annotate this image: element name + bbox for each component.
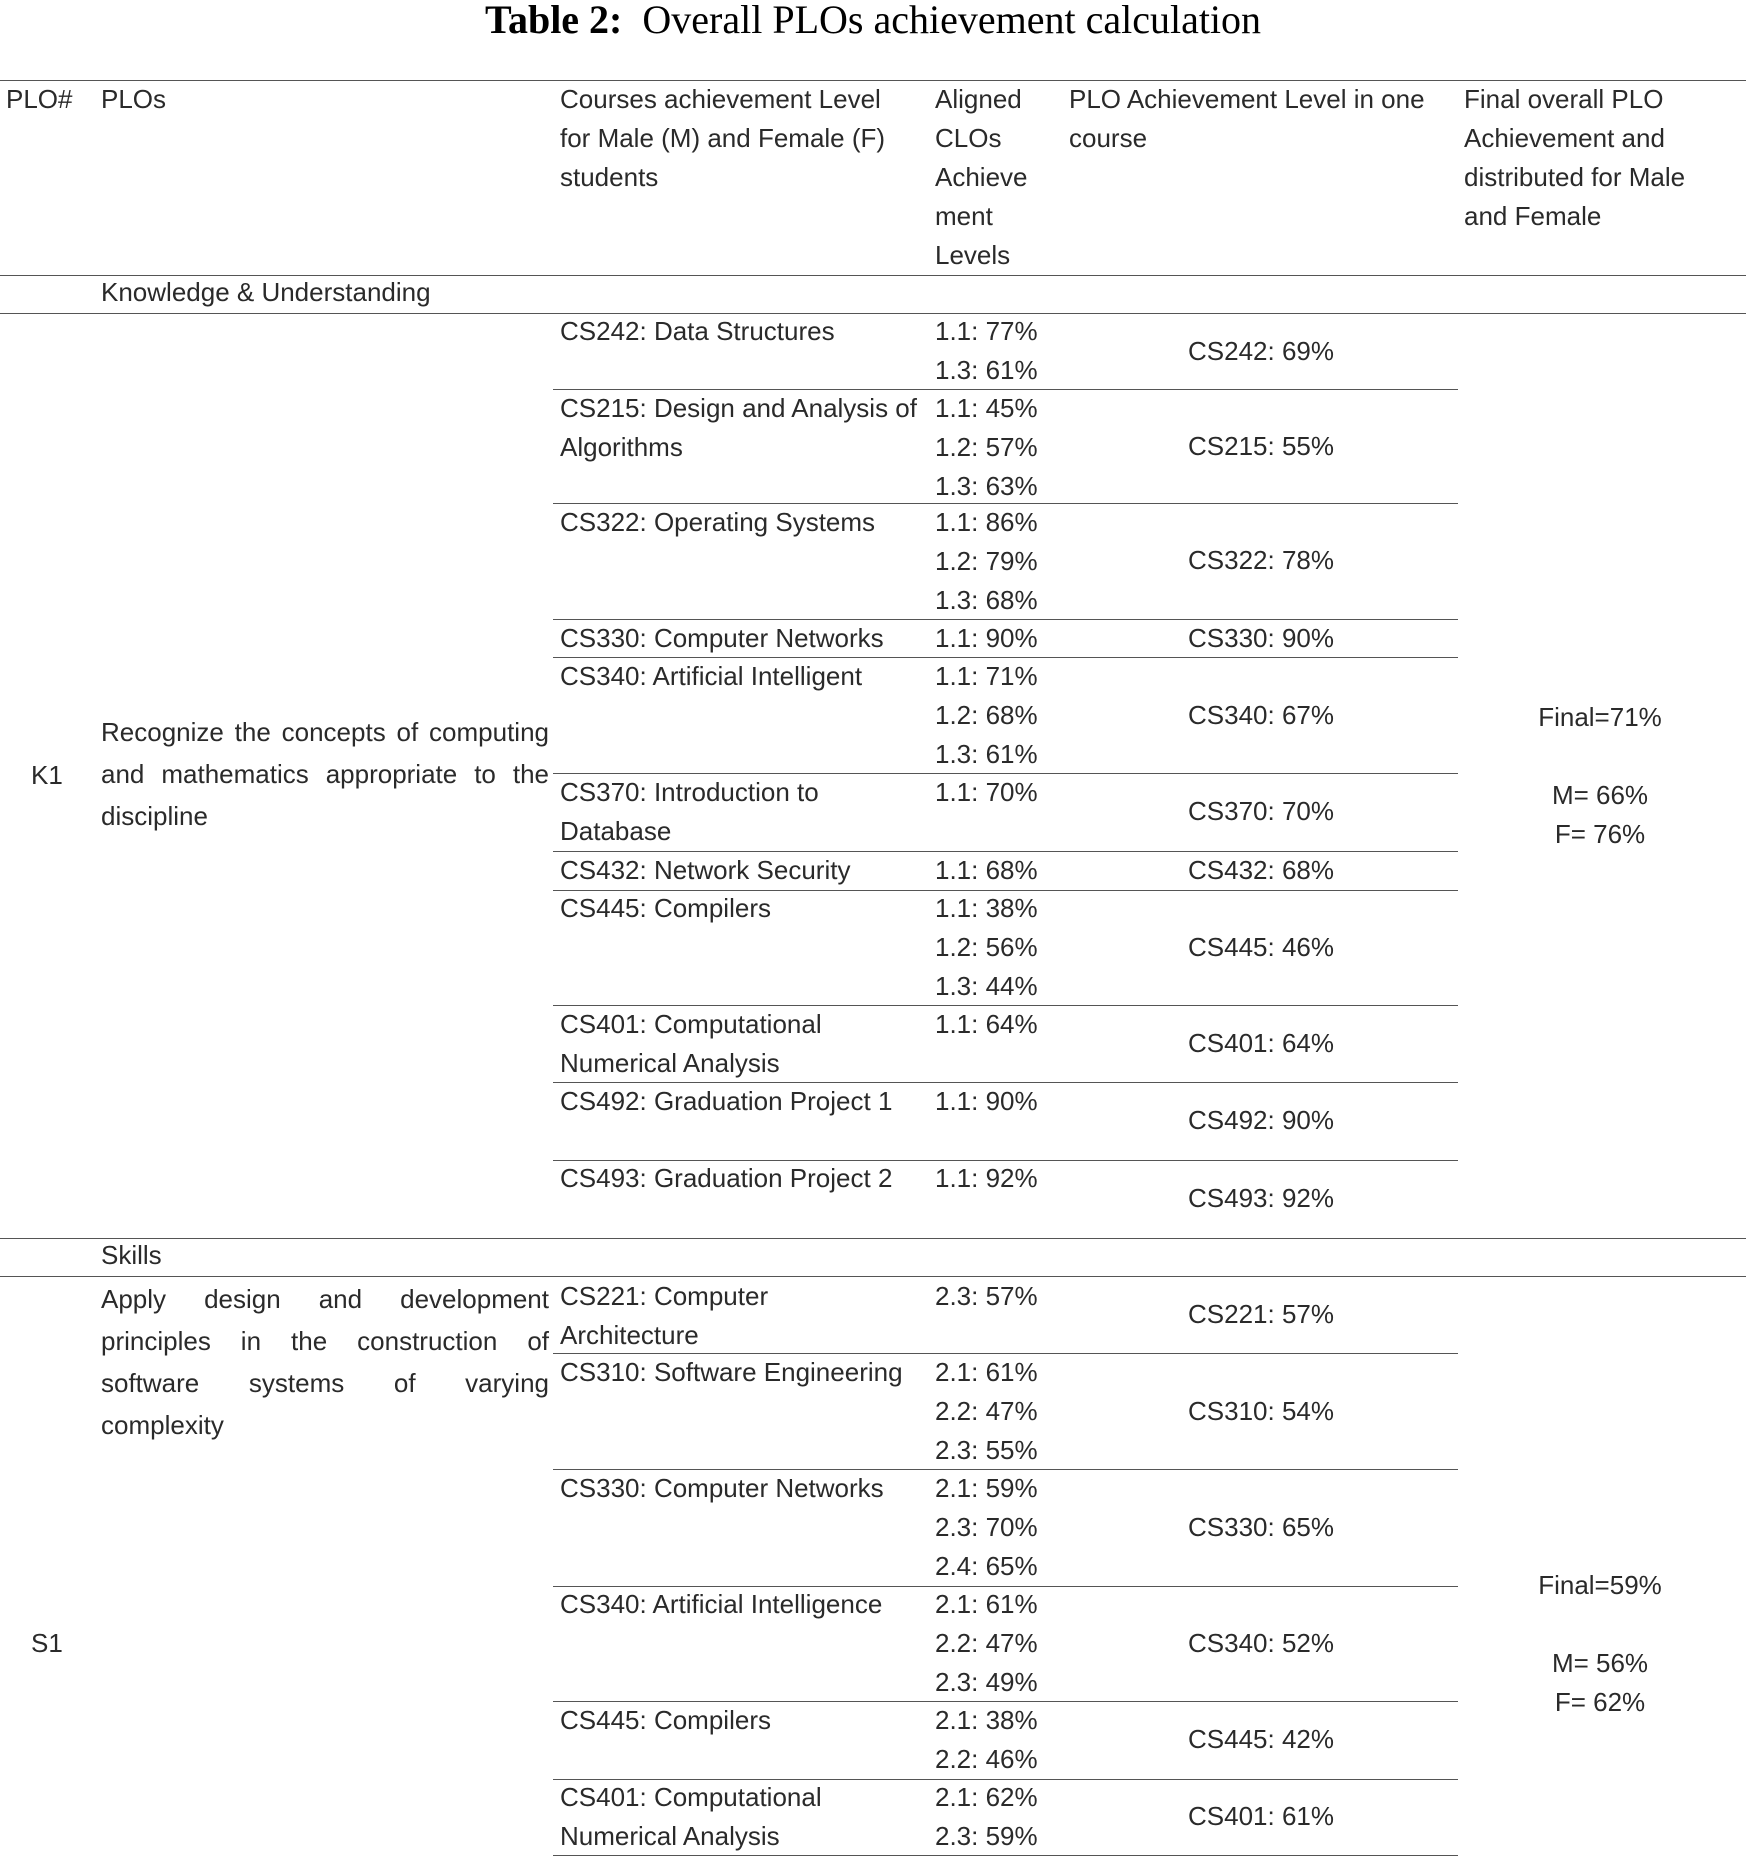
plo-description: Apply design and development principles in the construction of software systems of varying complexity (101, 1284, 549, 1440)
plo-course-level: CS493: 92% (1188, 1183, 1334, 1213)
course-name: CS493: Graduation Project 2 (560, 1163, 893, 1193)
header-final-line: distributed for Male (1464, 162, 1686, 192)
plo-course-level: CS310: 54% (1188, 1396, 1334, 1426)
clo-value: 1.1: 70% (935, 777, 1038, 807)
male-value: M= 56% (1551, 1648, 1649, 1678)
plo-id: K1 (31, 760, 63, 790)
header-plo-number: PLO# (6, 84, 73, 114)
final-achievement (1460, 1566, 1740, 1722)
clo-list (935, 1005, 1038, 1044)
plo-course-level: CS221: 57% (1188, 1299, 1334, 1329)
clo-list (935, 889, 1038, 1006)
clo-value: 1.1: 90% (935, 623, 1038, 653)
course-name: CS340: Artificial Intelligence (560, 1589, 883, 1619)
header-plo-level-line: PLO Achievement Level in one (1069, 84, 1425, 114)
clo-value: 2.1: 38% (935, 1705, 1038, 1735)
plo-course-level: CS445: 46% (1188, 932, 1334, 962)
course-name: CS445: Compilers (560, 893, 771, 923)
clo-list (935, 389, 1038, 506)
plo-description: Recognize the concepts of computing and mathematics appropriate to the discipline (101, 717, 549, 831)
clo-list (935, 1082, 1038, 1121)
clo-value: 2.1: 61% (935, 1589, 1038, 1619)
course-name: CS340: Artificial Intelligent (560, 661, 863, 691)
plo-course-level: CS340: 67% (1188, 700, 1334, 730)
clo-list (935, 1701, 1038, 1779)
course-name: CS432: Network Security (560, 855, 851, 885)
category-label: Skills (101, 1240, 162, 1270)
course-name: CS322: Operating Systems (560, 507, 876, 537)
clo-value: 1.3: 68% (935, 585, 1038, 615)
clo-value: 2.2: 47% (935, 1396, 1038, 1426)
clo-value: 1.1: 45% (935, 393, 1038, 423)
clo-list (935, 773, 1038, 812)
clo-value: 1.1: 77% (935, 316, 1038, 346)
table-number: Table 2: (484, 0, 623, 42)
table-caption: Overall PLOs achievement calculation (642, 0, 1262, 42)
plo-course-level: CS330: 90% (1188, 623, 1334, 653)
header-plos: PLOs (101, 84, 167, 114)
clo-value: 1.3: 44% (935, 971, 1038, 1001)
plo-course-level: CS432: 68% (1188, 855, 1334, 885)
course-name: CS401: Computational Numerical Analysis (560, 1782, 822, 1851)
clo-list (935, 1585, 1038, 1702)
course-name: CS215: Design and Analysis of Algorithms (560, 393, 917, 462)
plo-course-level: CS330: 65% (1188, 1512, 1334, 1542)
clo-value: 1.1: 64% (935, 1009, 1038, 1039)
header-final (1464, 80, 1685, 236)
course-name: CS330: Computer Networks (560, 623, 884, 653)
course-name: CS401: Computational Numerical Analysis (560, 1009, 822, 1078)
clo-value: 1.1: 86% (935, 507, 1038, 537)
plo-course-level: CS401: 61% (1188, 1801, 1334, 1831)
clo-list (935, 1778, 1038, 1856)
clo-value: 2.1: 62% (935, 1782, 1038, 1812)
clo-value: 1.2: 57% (935, 432, 1038, 462)
clo-value: 1.1: 90% (935, 1086, 1038, 1116)
clo-list (935, 1469, 1038, 1586)
clo-list (935, 657, 1038, 774)
final-value: Final=71% (1538, 702, 1662, 732)
clo-value: 1.2: 56% (935, 932, 1038, 962)
header-clos-line: Achieve (935, 162, 1028, 192)
clo-value: 1.3: 61% (935, 739, 1038, 769)
plo-course-level: CS492: 90% (1188, 1105, 1334, 1135)
clo-list (935, 503, 1038, 620)
clo-value: 2.3: 49% (935, 1667, 1038, 1697)
plo-course-level: CS401: 64% (1188, 1028, 1334, 1058)
clo-list (935, 1277, 1038, 1316)
course-name: CS310: Software Engineering (560, 1357, 903, 1387)
header-clos-line: ment (935, 201, 993, 231)
final-achievement (1460, 698, 1740, 854)
clo-value: 2.3: 57% (935, 1281, 1038, 1311)
plo-course-level: CS370: 70% (1188, 796, 1334, 826)
clo-value: 1.3: 61% (935, 355, 1038, 385)
clo-value: 2.3: 70% (935, 1512, 1038, 1542)
plo-course-level: CS242: 69% (1188, 336, 1334, 366)
clo-value: 2.3: 59% (935, 1821, 1038, 1851)
header-clos (935, 80, 1028, 275)
clo-value: 1.1: 38% (935, 893, 1038, 923)
header-final-line: Achievement and (1464, 123, 1665, 153)
table-title (0, 0, 1746, 46)
section-rule (0, 1276, 1746, 1277)
female-value: F= 76% (1554, 819, 1646, 849)
plo-course-level: CS340: 52% (1188, 1628, 1334, 1658)
clo-list (935, 619, 1038, 658)
course-name: CS370: Introduction to Database (560, 777, 819, 846)
header-courses-line: for Male (M) and Female (F) (560, 123, 886, 153)
category-label: Knowledge & Understanding (101, 277, 431, 307)
header-courses (560, 80, 885, 197)
clo-value: 2.2: 47% (935, 1628, 1038, 1658)
course-name: CS221: Computer Architecture (560, 1281, 769, 1350)
header-plo-level (1069, 80, 1425, 158)
clo-value: 1.1: 71% (935, 661, 1038, 691)
clo-value: 2.4: 65% (935, 1551, 1038, 1581)
final-value: Final=59% (1538, 1570, 1662, 1600)
plo-course-level: CS445: 42% (1188, 1724, 1334, 1754)
course-name: CS492: Graduation Project 1 (560, 1086, 893, 1116)
clo-value: 2.2: 46% (935, 1744, 1038, 1774)
section-rule (0, 313, 1746, 314)
header-clos-line: CLOs (935, 123, 1002, 153)
clo-value: 2.3: 55% (935, 1435, 1038, 1465)
header-courses-line: Courses achievement Level (560, 84, 881, 114)
clo-list (935, 851, 1038, 890)
course-name: CS330: Computer Networks (560, 1473, 884, 1503)
clo-value: 1.1: 92% (935, 1163, 1038, 1193)
clo-value: 1.3: 63% (935, 471, 1038, 501)
plo-course-level: CS322: 78% (1188, 545, 1334, 575)
clo-value: 2.1: 59% (935, 1473, 1038, 1503)
clo-list (935, 1353, 1038, 1470)
clo-value: 1.2: 68% (935, 700, 1038, 730)
header-final-line: Final overall PLO (1464, 84, 1664, 114)
header-final-line: and Female (1464, 201, 1602, 231)
table-bottom-rule (553, 1855, 1458, 1856)
clo-value: 1.2: 79% (935, 546, 1038, 576)
female-value: F= 62% (1554, 1687, 1646, 1717)
clo-value: 1.1: 68% (935, 855, 1038, 885)
category-rule (0, 1238, 1746, 1239)
header-plo-level-line: course (1069, 123, 1148, 153)
header-clos-line: Aligned (935, 84, 1022, 114)
clo-list (935, 1159, 1038, 1198)
clo-list (935, 312, 1038, 390)
course-name: CS445: Compilers (560, 1705, 771, 1735)
course-name: CS242: Data Structures (560, 316, 835, 346)
header-courses-line: students (560, 162, 659, 192)
clo-value: 2.1: 61% (935, 1357, 1038, 1387)
plo-course-level: CS215: 55% (1188, 431, 1334, 461)
plo-id: S1 (31, 1628, 63, 1658)
header-clos-line: Levels (935, 240, 1011, 270)
male-value: M= 66% (1551, 780, 1649, 810)
